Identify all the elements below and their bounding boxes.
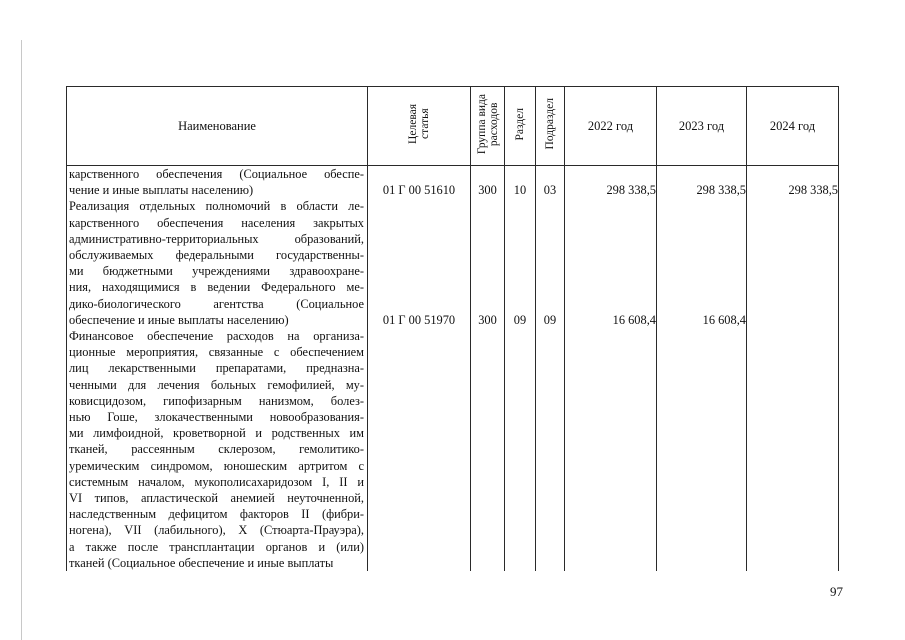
target-article-column — [368, 166, 471, 572]
name-line: ми бюджетными учреждениями здравоохране- — [69, 264, 364, 279]
name-line: дико-биологического агентства (Социальное — [69, 296, 364, 311]
cell-subsection: 03 — [543, 183, 557, 198]
header-year-2022: 2022 год — [565, 87, 657, 166]
name-line: а также после трансплантации органов и (или) — [69, 539, 364, 554]
name-line: чение и иные выплаты населению) — [69, 183, 254, 198]
cell-expense-group: 300 — [478, 183, 497, 198]
name-column — [67, 166, 368, 572]
header-section — [505, 87, 536, 166]
name-line: уремическим синдромом, юношеским артритом с — [69, 458, 364, 473]
name-line: ченными для лечения больных гемофилией, му- — [69, 377, 364, 392]
header-year-2023: 2023 год — [657, 87, 747, 166]
header-name: Наименование — [67, 87, 368, 166]
name-line: тканей, рассеянным склерозом, гемолитико- — [69, 442, 364, 457]
name-line: ногена), VII (лабильного), X (Стюарта-Прауэра), — [69, 523, 364, 538]
name-line: ми лимфоидной, кроветворной и родственных им — [69, 426, 364, 441]
name-line: Реализация отдельных полномочий в области ле- — [69, 199, 364, 214]
header-subsection — [536, 87, 565, 166]
name-line: карственного обеспечения (Социальное обеспе- — [69, 167, 364, 181]
cell-y2022: 298 338,5 — [606, 183, 656, 198]
name-line: нью Гоше, злокачественными новообразования- — [69, 410, 364, 425]
year-2024-column — [747, 166, 839, 572]
year-2023-column — [657, 166, 747, 572]
name-line: обслуживаемых федеральными государственны- — [69, 248, 364, 263]
year-2022-column — [565, 166, 657, 572]
name-line: лиц лекарственными препаратами, предназна- — [69, 361, 364, 376]
cell-section: 09 — [513, 312, 527, 327]
name-line: ковисцидозом, гипофизарным нанизмом, болез- — [69, 393, 364, 408]
name-line: административно-территориальных образований, — [69, 231, 364, 246]
section-column — [505, 166, 536, 572]
header-year-2024: 2024 год — [747, 87, 839, 166]
name-line: карственного обеспечения населения закрытых — [69, 215, 364, 230]
name-line: VI типов, апластической анемией неуточненной, — [69, 491, 364, 506]
name-line: ния, находящимися в ведении Федерального ме- — [69, 280, 364, 295]
cell-y2022: 16 608,4 — [612, 312, 656, 327]
header-target-article — [368, 87, 471, 166]
cell-expense-group: 300 — [478, 312, 497, 327]
cell-subsection: 09 — [543, 312, 557, 327]
scan-edge-line — [21, 40, 22, 640]
name-line: обеспечение и иные выплаты населению) — [69, 312, 289, 327]
name-line: ционные мероприятия, связанные с обеспечением — [69, 345, 364, 360]
name-text-block — [69, 166, 364, 571]
cell-target-article: 01 Г 00 51610 — [382, 183, 456, 198]
cell-target-article: 01 Г 00 51970 — [382, 312, 456, 327]
name-line: системным началом, мукополисахаридозом I, II и — [69, 474, 364, 489]
cell-y2023: 298 338,5 — [696, 183, 746, 198]
header-subsection-label: Подраздел — [544, 98, 556, 150]
table-body-row — [67, 166, 839, 572]
header-expense-group-label: Группа вида расходов — [475, 93, 500, 154]
header-expense-group — [471, 87, 505, 166]
cell-section: 10 — [513, 183, 527, 198]
header-section-label: Раздел — [514, 107, 526, 141]
name-line: наследственным дефицитом факторов II (фибри- — [69, 507, 364, 522]
cell-y2024 — [747, 312, 838, 328]
table-header-row — [67, 87, 839, 166]
name-line: тканей (Социальное обеспечение и иные выплаты — [69, 555, 334, 570]
name-line: Финансовое обеспечение расходов на организа- — [69, 329, 364, 344]
cell-y2023: 16 608,4 — [702, 312, 746, 327]
expense-group-column — [471, 166, 505, 572]
subsection-column — [536, 166, 565, 572]
header-target-article-label: Целевая статья — [407, 103, 431, 144]
cell-y2024: 298 338,5 — [788, 183, 838, 198]
page-number: 97 — [830, 584, 843, 599]
budget-table — [66, 86, 839, 571]
